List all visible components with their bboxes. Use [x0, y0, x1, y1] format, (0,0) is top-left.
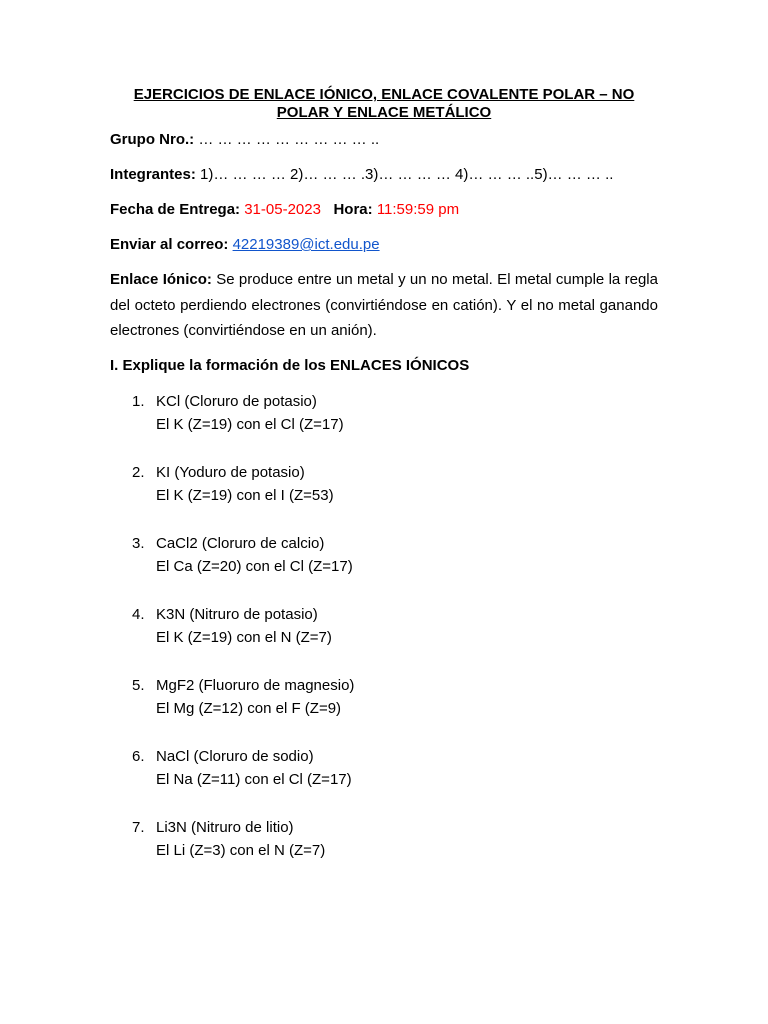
exercise-item [110, 534, 658, 579]
exercise-number: 5. [132, 677, 145, 694]
grupo-value: … … … … … … … … … .. [194, 131, 380, 148]
exercise-detail: El K (Z=19) con el N (Z=7) [156, 629, 332, 646]
section-title: I. Explique la formación de los ENLACES IÓNICOS [110, 357, 470, 374]
exercise-compound: CaCl2 (Cloruro de calcio) [156, 535, 325, 552]
exercise-item [110, 676, 658, 721]
exercise-item [110, 818, 658, 863]
exercise-detail: El Li (Z=3) con el N (Z=7) [156, 842, 326, 859]
exercise-number: 3. [132, 535, 145, 552]
exercise-item [110, 392, 658, 437]
exercise-number: 7. [132, 819, 145, 836]
enlace-ionico-label: Enlace Iónico: [110, 271, 212, 288]
exercise-number: 2. [132, 464, 145, 481]
enlace-ionico-text: Se produce entre un metal y un no metal. El metal cumple la regla del octeto perdiendo electrones (convirtiéndose en catión). Y el no metal ganando electrones (convirtiéndose en un anión). [110, 271, 658, 339]
correo-field [110, 235, 380, 255]
exercise-item [110, 605, 658, 650]
exercise-detail: El Ca (Z=20) con el Cl (Z=17) [156, 558, 353, 575]
exercise-detail: El K (Z=19) con el Cl (Z=17) [156, 416, 344, 433]
exercise-item [110, 463, 658, 508]
email-link[interactable]: 42219389@ict.edu.pe [232, 236, 380, 253]
grupo-field [110, 130, 379, 150]
exercise-detail: El K (Z=19) con el I (Z=53) [156, 487, 334, 504]
exercise-compound: Li3N (Nitruro de litio) [156, 819, 294, 836]
exercise-item [110, 747, 658, 792]
title-line-1: EJERCICIOS DE ENLACE IÓNICO, ENLACE COVALENTE POLAR – NO [133, 86, 635, 103]
exercise-number: 6. [132, 748, 145, 765]
correo-label: Enviar al correo: [110, 236, 229, 253]
integrantes-label: Integrantes: [110, 166, 196, 183]
integrantes-field [110, 165, 613, 185]
fecha-label: Fecha de Entrega: [110, 201, 241, 218]
exercise-compound: K3N (Nitruro de potasio) [156, 606, 318, 623]
exercise-compound: MgF2 (Fluoruro de magnesio) [156, 677, 355, 694]
exercise-compound: KCl (Cloruro de potasio) [156, 393, 317, 410]
hora-label: Hora: [333, 201, 373, 218]
grupo-label: Grupo Nro.: [110, 131, 195, 148]
exercise-detail: El Na (Z=11) con el Cl (Z=17) [156, 771, 352, 788]
exercise-compound: KI (Yoduro de potasio) [156, 464, 305, 481]
exercise-number: 1. [132, 393, 145, 410]
integrantes-value: 1)… … … … 2)… … … .3)… … … … 4)… … … ..5)… … … .. [195, 166, 614, 183]
exercise-detail: El Mg (Z=12) con el F (Z=9) [156, 700, 342, 717]
document-title [110, 86, 658, 122]
title-line-2: POLAR Y ENLACE METÁLICO [276, 104, 492, 121]
exercise-compound: NaCl (Cloruro de sodio) [156, 748, 314, 765]
fecha-field [110, 200, 459, 220]
hora-value: 11:59:59 pm [376, 201, 460, 218]
fecha-value: 31-05-2023 [244, 201, 321, 218]
enlace-ionico-paragraph [110, 267, 658, 344]
exercise-list [110, 392, 658, 889]
exercise-number: 4. [132, 606, 145, 623]
